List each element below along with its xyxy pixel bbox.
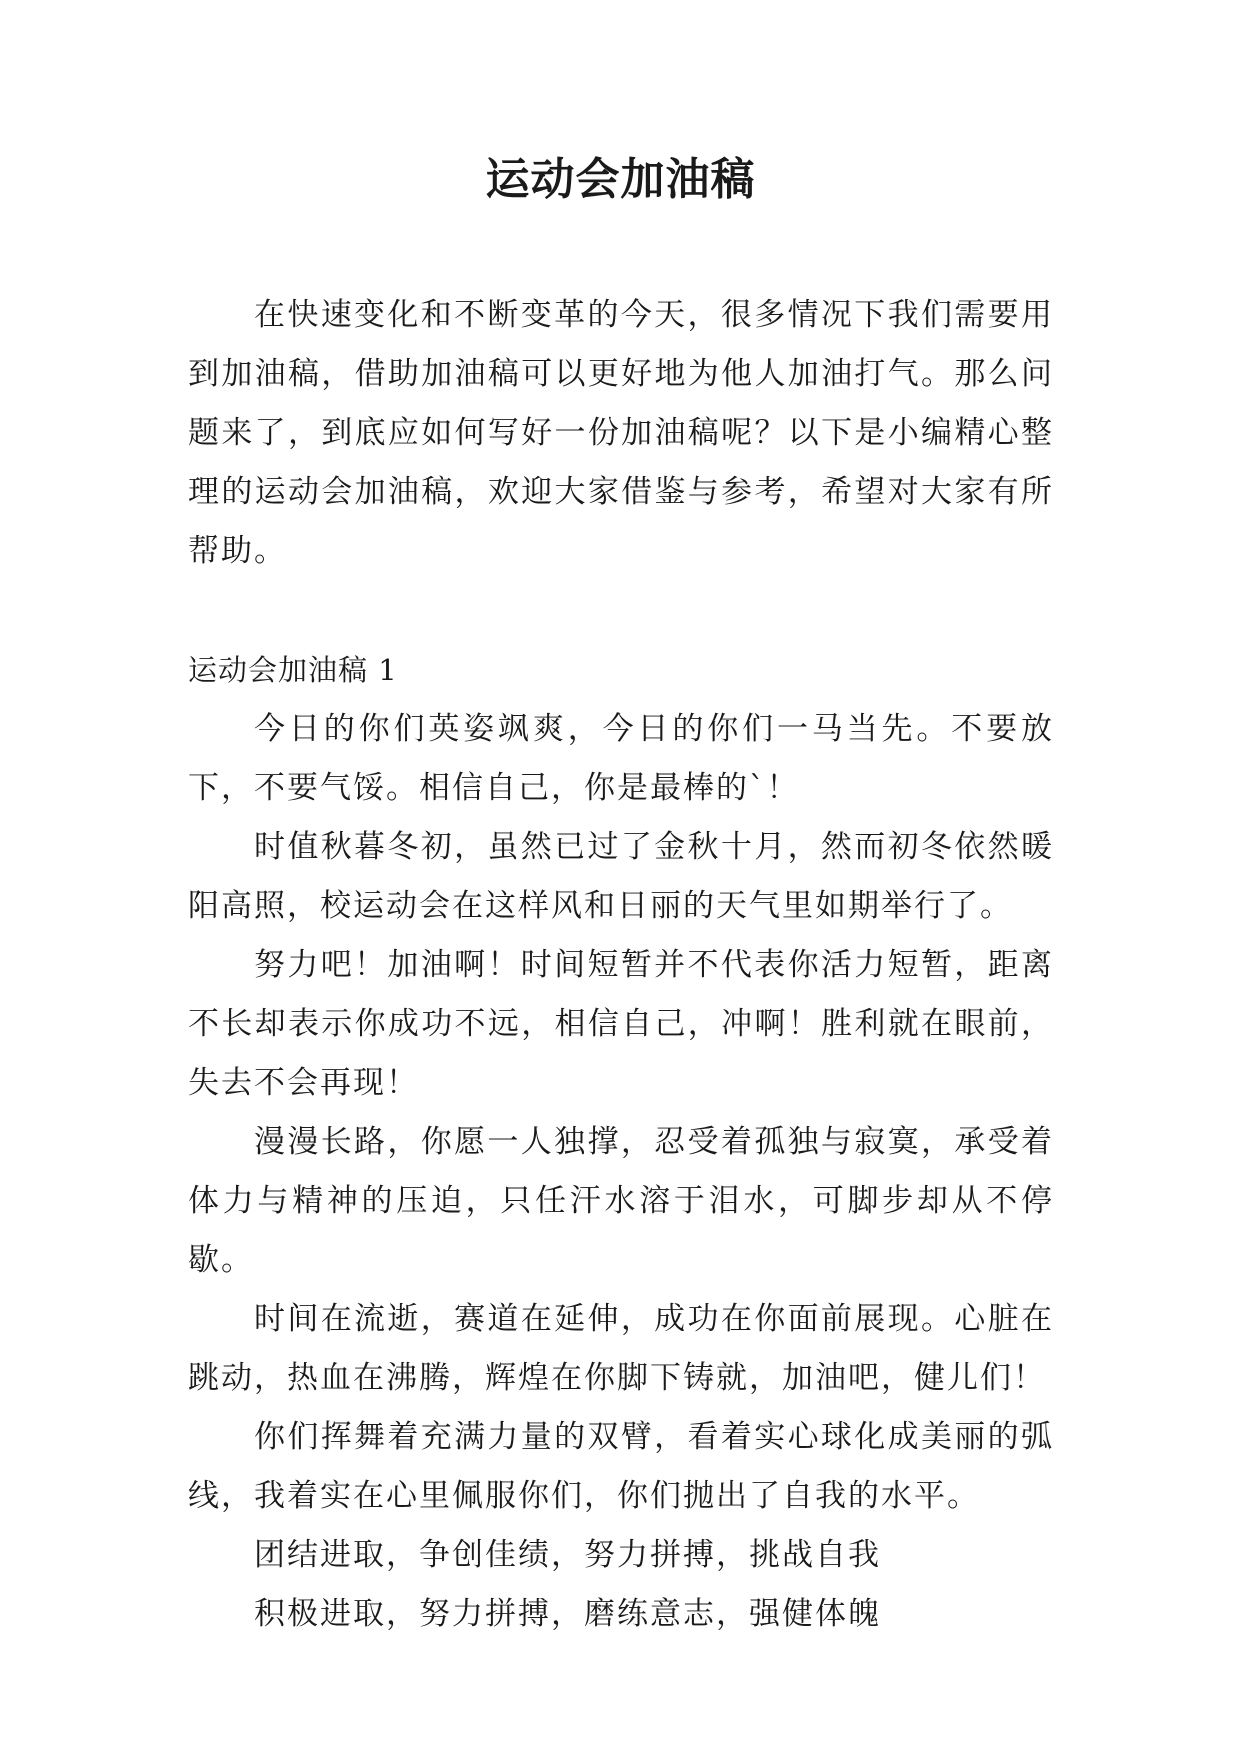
section-heading: 运动会加油稿 1 (188, 653, 398, 687)
document-title: 运动会加油稿 (485, 154, 756, 205)
document-body (188, 286, 1054, 1644)
body-paragraph: 努力吧！加油啊！时间短暂并不代表你活力短暂，距离不长却表示你成功不远，相信自己，冲啊！胜利就在眼前，失去不会再现！ (188, 947, 1054, 1101)
body-paragraph: 时间在流逝，赛道在延伸，成功在你面前展现。心脏在跳动，热血在沸腾，辉煌在你脚下铸就，加油吧，健儿们！ (188, 1301, 1054, 1396)
body-paragraph: 今日的你们英姿飒爽，今日的你们一马当先。不要放下，不要气馁。相信自己，你是最棒的`！ (188, 711, 1054, 806)
slogan-line: 团结进取，争创佳绩，努力拼搏，挑战自我 (254, 1537, 881, 1573)
slogan-line: 积极进取，努力拼搏，磨练意志，强健体魄 (254, 1596, 881, 1632)
body-paragraph: 时值秋暮冬初，虽然已过了金秋十月，然而初冬依然暖阳高照，校运动会在这样风和日丽的天气里如期举行了。 (188, 829, 1054, 924)
intro-paragraph: 在快速变化和不断变革的今天，很多情况下我们需要用到加油稿，借助加油稿可以更好地为他人加油打气。那么问题来了，到底应如何写好一份加油稿呢？以下是小编精心整理的运动会加油稿，欢迎大家借鉴与参考，希望对大家有所帮助。 (188, 297, 1054, 569)
body-paragraph: 漫漫长路，你愿一人独撑，忍受着孤独与寂寞，承受着体力与精神的压迫，只任汗水溶于泪水，可脚步却从不停歇。 (188, 1124, 1054, 1278)
body-paragraph: 你们挥舞着充满力量的双臂，看着实心球化成美丽的弧线，我着实在心里佩服你们，你们抛出了自我的水平。 (188, 1419, 1054, 1514)
